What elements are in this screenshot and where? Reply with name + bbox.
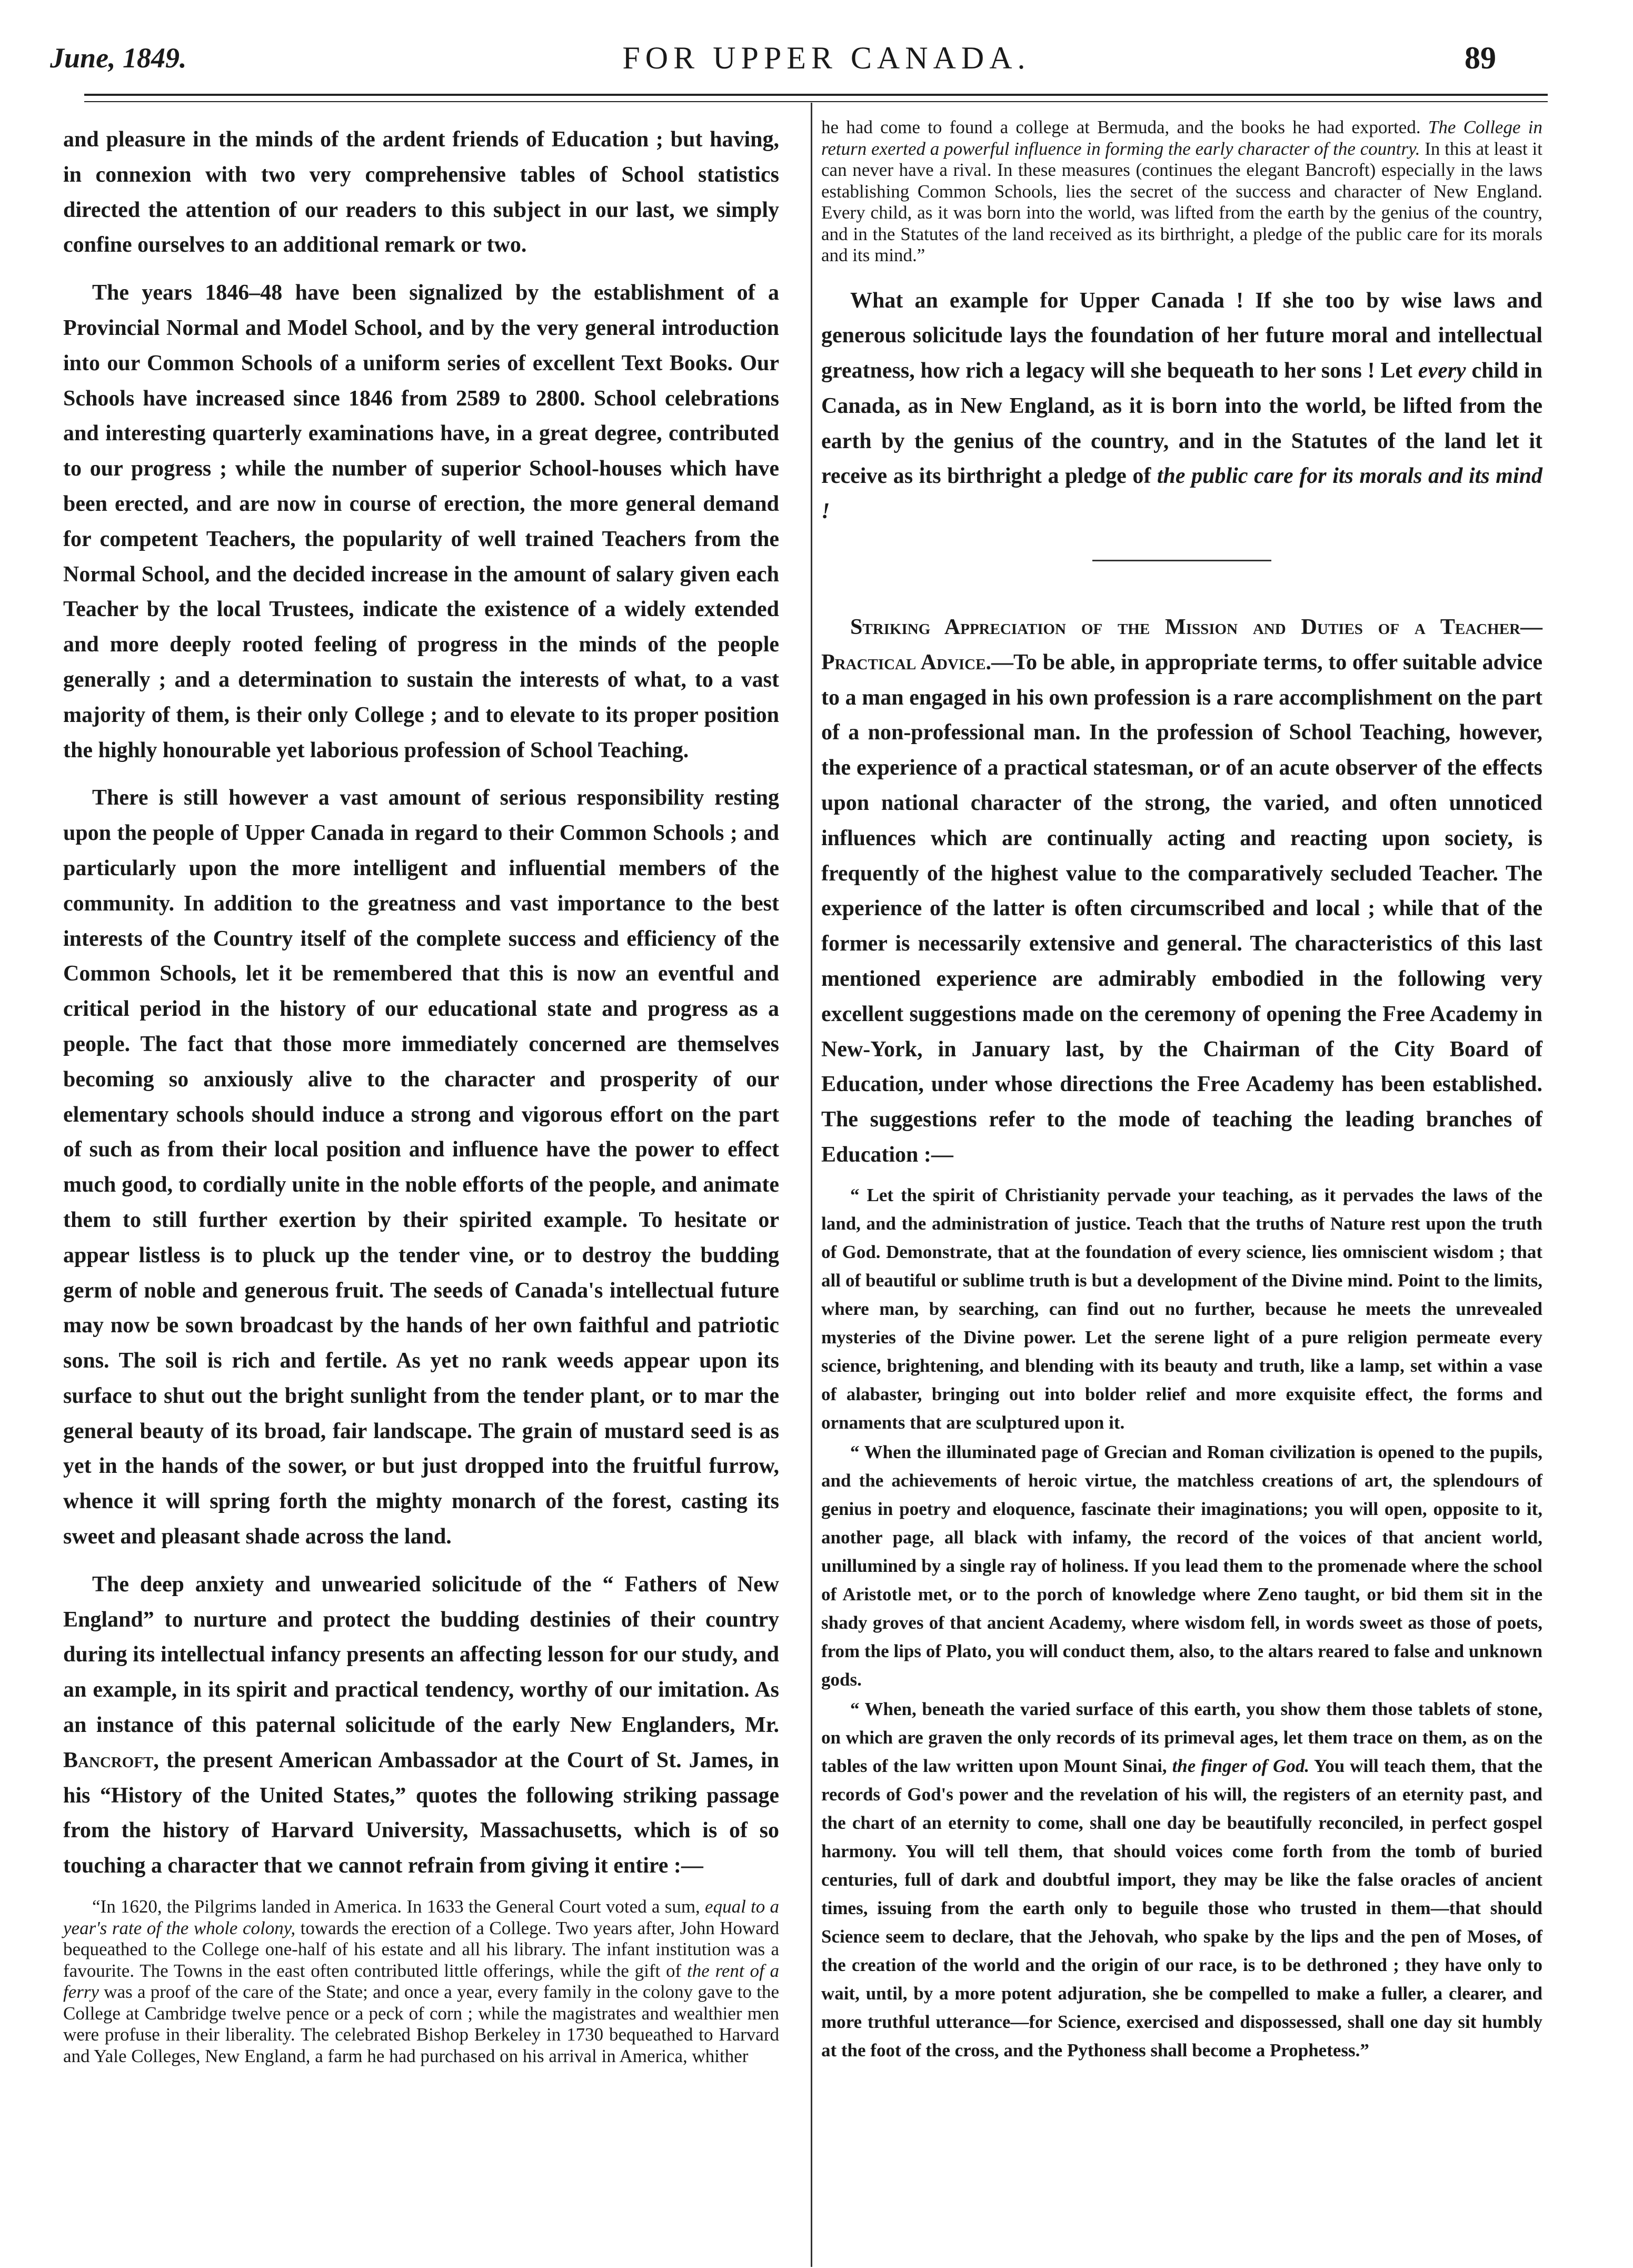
section-heading: Striking Appreciation of the Mission and Duties of a Teacher—Practical Advice. bbox=[821, 615, 1542, 675]
header-rule-thin bbox=[84, 101, 1548, 102]
issue-date: June, 1849. bbox=[50, 42, 187, 74]
article-paragraph: Striking Appreciation of the Mission and Duties of a Teacher—Practical Advice.—To be able, in appropriate terms, to offer suitable advice to a man engaged in his own profession is a rare accomplishment on the part of a non-professional man. In the profession of School Teaching, however, the experience of a practical statesman, or of an acute observer of the effects upon national character of the strong, the varied, and often unnoticed influences which are continually acting and reacting upon society, is frequently of the highest value to the comparatively secluded Teacher. The experience of the latter is often circumscribed and local ; while that of the former is necessarily extensive and general. The characteristics of this last mentioned experience are admirably embodied in the following very excellent suggestions made on the ceremony of opening the Free Academy in New-York, in January last, by the Chairman of the City Board of Education, under whose directions the Free Academy has been established. The suggestions refer to the mode of teaching the leading branches of Education :— bbox=[821, 615, 1542, 1167]
right-column bbox=[821, 117, 1542, 2066]
academy-quotation: “ Let the spirit of Christianity pervade your teaching, as it pervades the laws of the land, and the administration of justice. Teach that the truths of Nature rest upon the truth of God. Demonstrate, that at the foundation of every science, lies omniscient wisdom ; that all of beautiful or sublime truth is but a development of the Divine mind. Point to the limits, where man, by searching, can find out no further, because he meets the unrevealed mysteries of the Divine power. Let the serene light of a pure religion permeate every science, brightening, and blending with its beauty and truth, like a lamp, set within a vase of alabaster, bringing out into bolder relief and more exquisite effect, the forms and ornaments that are sculptured upon it. bbox=[821, 1184, 1542, 1433]
section-divider bbox=[1092, 560, 1271, 561]
running-title: FOR UPPER CANADA. bbox=[622, 41, 1031, 75]
page-number: 89 bbox=[1465, 41, 1496, 75]
harvard-quotation: “In 1620, the Pilgrims landed in America. In 1633 the General Court voted a sum, equal to a year's rate of the whole colony, towards the erection of a College. Two years after, John Howard bequeathed to the College one-half of his estate and all his library. The infant institution was a favourite. The Towns in the east often contributed little offerings, while the gift of the rent of a ferry was a proof of the care of the State; and once a year, every family in the colony gave to the College at Cambridge twelve pence or a peck of corn ; while the magistrates and wealthier men were profuse in their liberality. The celebrated Bishop Berkeley in 1730 bequeathed to Harvard and Yale Colleges, New England, a farm he had purchased on his arrival in America, whither bbox=[63, 1896, 779, 2066]
article-paragraph: There is still however a vast amount of serious responsibility resting upon the people of Upper Canada in regard to their Common Schools ; and particularly upon the more intelligent and influential members of the community. In addition to the greatness and vast importance to the best interests of the Country itself of the complete success and efficiency of the Common Schools, let it be remembered that this is now an eventful and critical period in the history of our educational state and progress as a people. The fact that those more immediately concerned are themselves becoming so anxiously alive to the character and prosperity of our elementary schools should induce a strong and vigorous effort on the part of such as from their local position and influence have the power to effect much good, to cordially unite in the noble efforts of the people, and animate them to still further exertion by their spirited example. To hesitate or appear listless is to pluck up the tender vine, or to destroy the budding germ of noble and generous fruit. The seeds of Canada's intellectual future may now be sown broadcast by the hands of her own faithful and patriotic sons. The soil is rich and fertile. As yet no rank weeds appear upon its surface to shut out the bright sunlight from the tender plant, or to mar the general beauty of its broad, fair landscape. The grain of mustard seed is as yet in the hands of the sower, or but just dropped into the fruitful furrow, whence it will spring forth the mighty monarch of the forest, casting its sweet and pleasant shade across the land. bbox=[63, 786, 779, 1549]
left-column bbox=[63, 122, 779, 2067]
name-bancroft: Bancroft bbox=[63, 1748, 154, 1772]
article-paragraph: The deep anxiety and unwearied solicitude of the “ Fathers of New England” to nurture and protect the budding destinies of their country during its intellectual infancy presents an affecting lesson for our study, and an example, in its spirit and practical tendency, worthy of our imitation. As an instance of this paternal solicitude of the early New Englanders, Mr. Bancroft, the present American Ambassador at the Court of St. James, in his “History of the United States,” quotes the following striking passage from the history of Harvard University, Massachusetts, which is of so touching a character that we cannot refrain from giving it entire :— bbox=[63, 1572, 779, 1878]
harvard-quotation-continued: he had come to found a college at Bermuda, and the books he had exported. The College in return exerted a powerful influence in forming the early character of the country. In this at least it can never have a rival. In these measures (continues the elegant Bancroft) especially in the laws establishing Common Schools, lies the secret of the success and character of New England. Every child, as it was born into the world, was lifted from the earth by the genius of the country, and in the Statutes of the land received as its birthright, a pledge of the public care for its morals and its mind.” bbox=[821, 117, 1543, 265]
article-paragraph: The years 1846–48 have been signalized by the establishment of a Provincial Normal and Model School, and by the very general introduction into our Common Schools of a uniform series of excellent Text Books. Our Schools have increased since 1846 from 2589 to 2800. School celebrations and interesting quarterly examinations have, in a great degree, contributed to our progress ; while the number of superior School-houses which have been erected, and are now in course of erection, the more general demand for competent Teachers, the popularity of well trained Teachers from the Normal School, and the decided increase in the amount of salary given each Teacher by the local Trustees, indicate the existence of a widely extended and more deeply rooted feeling of progress in the minds of the people generally ; and a determination to sustain the interests of what, to a vast majority of them, is their only College ; and to elevate to its proper position the highly honourable yet laborious profession of School Teaching. bbox=[63, 281, 779, 762]
column-divider bbox=[811, 103, 812, 2267]
header-rule-thick bbox=[84, 94, 1548, 96]
article-paragraph: and pleasure in the minds of the ardent friends of Education ; but having, in connexion with two very comprehensive tables of School statistics directed the attention of our readers to this subject in our last, we simply confine ourselves to an additional remark or two. bbox=[63, 127, 779, 257]
academy-quotation: “ When the illuminated page of Grecian and Roman civilization is opened to the pupils, and the achievements of heroic virtue, the matchless creations of art, the splendours of genius in poetry and eloquence, fascinate their imaginations; you will open, opposite to it, another page, all black with infamy, the record of the voices of that ancient world, unillumined by a single ray of holiness. If you lead them to the promenade where the school of Aristotle met, or to the porch of knowledge where Zeno taught, or bid them sit in the shady groves of that ancient Academy, where wisdom fell, in words sweet as those of poets, from the lips of Plato, you will conduct them, also, to the altars reared to false and unknown gods. bbox=[821, 1441, 1542, 1690]
academy-quotation: “ When, beneath the varied surface of this earth, you show them those tablets of stone, on which are graven the only records of its primeval ages, let them trace on them, as on the tables of the law written upon Mount Sinai, the finger of God. You will teach them, that the records of God's power and the revelation of his will, the registers of an eternity past, and the chart of an eternity to come, shall one day be beautifully reconciled, in perfect gospel harmony. You will tell them, that should voices come forth from the tomb of buried centuries, full of dark and doubtful import, they may be like the false oracles of ancient times, issuing from the earth only to beguile those who trusted in them—that should Science seem to declare, that the Jehovah, who spake by the lips and the pen of Moses, of the creation of the world and the origin of our race, is to be dethroned ; they have only to wait, until, by a more potent adjuration, she be compelled to make a fuller, a clearer, and more truthful utterance—for Science, exercised and dispossessed, shall one day sit humbly at the foot of the cross, and the Pythoness shall become a Prophetess.” bbox=[821, 1698, 1542, 2061]
article-paragraph: What an example for Upper Canada ! If she too by wise laws and generous solicitude lays the foundation of her future moral and intellectual greatness, how rich a legacy will she bequeath to her sons ! Let every child in Canada, as in New England, as it is born into the world, be lifted from the earth by the genius of the country, and in the Statutes of the land let it receive as its birthright a pledge of the public care for its morals and its mind ! bbox=[821, 288, 1542, 524]
